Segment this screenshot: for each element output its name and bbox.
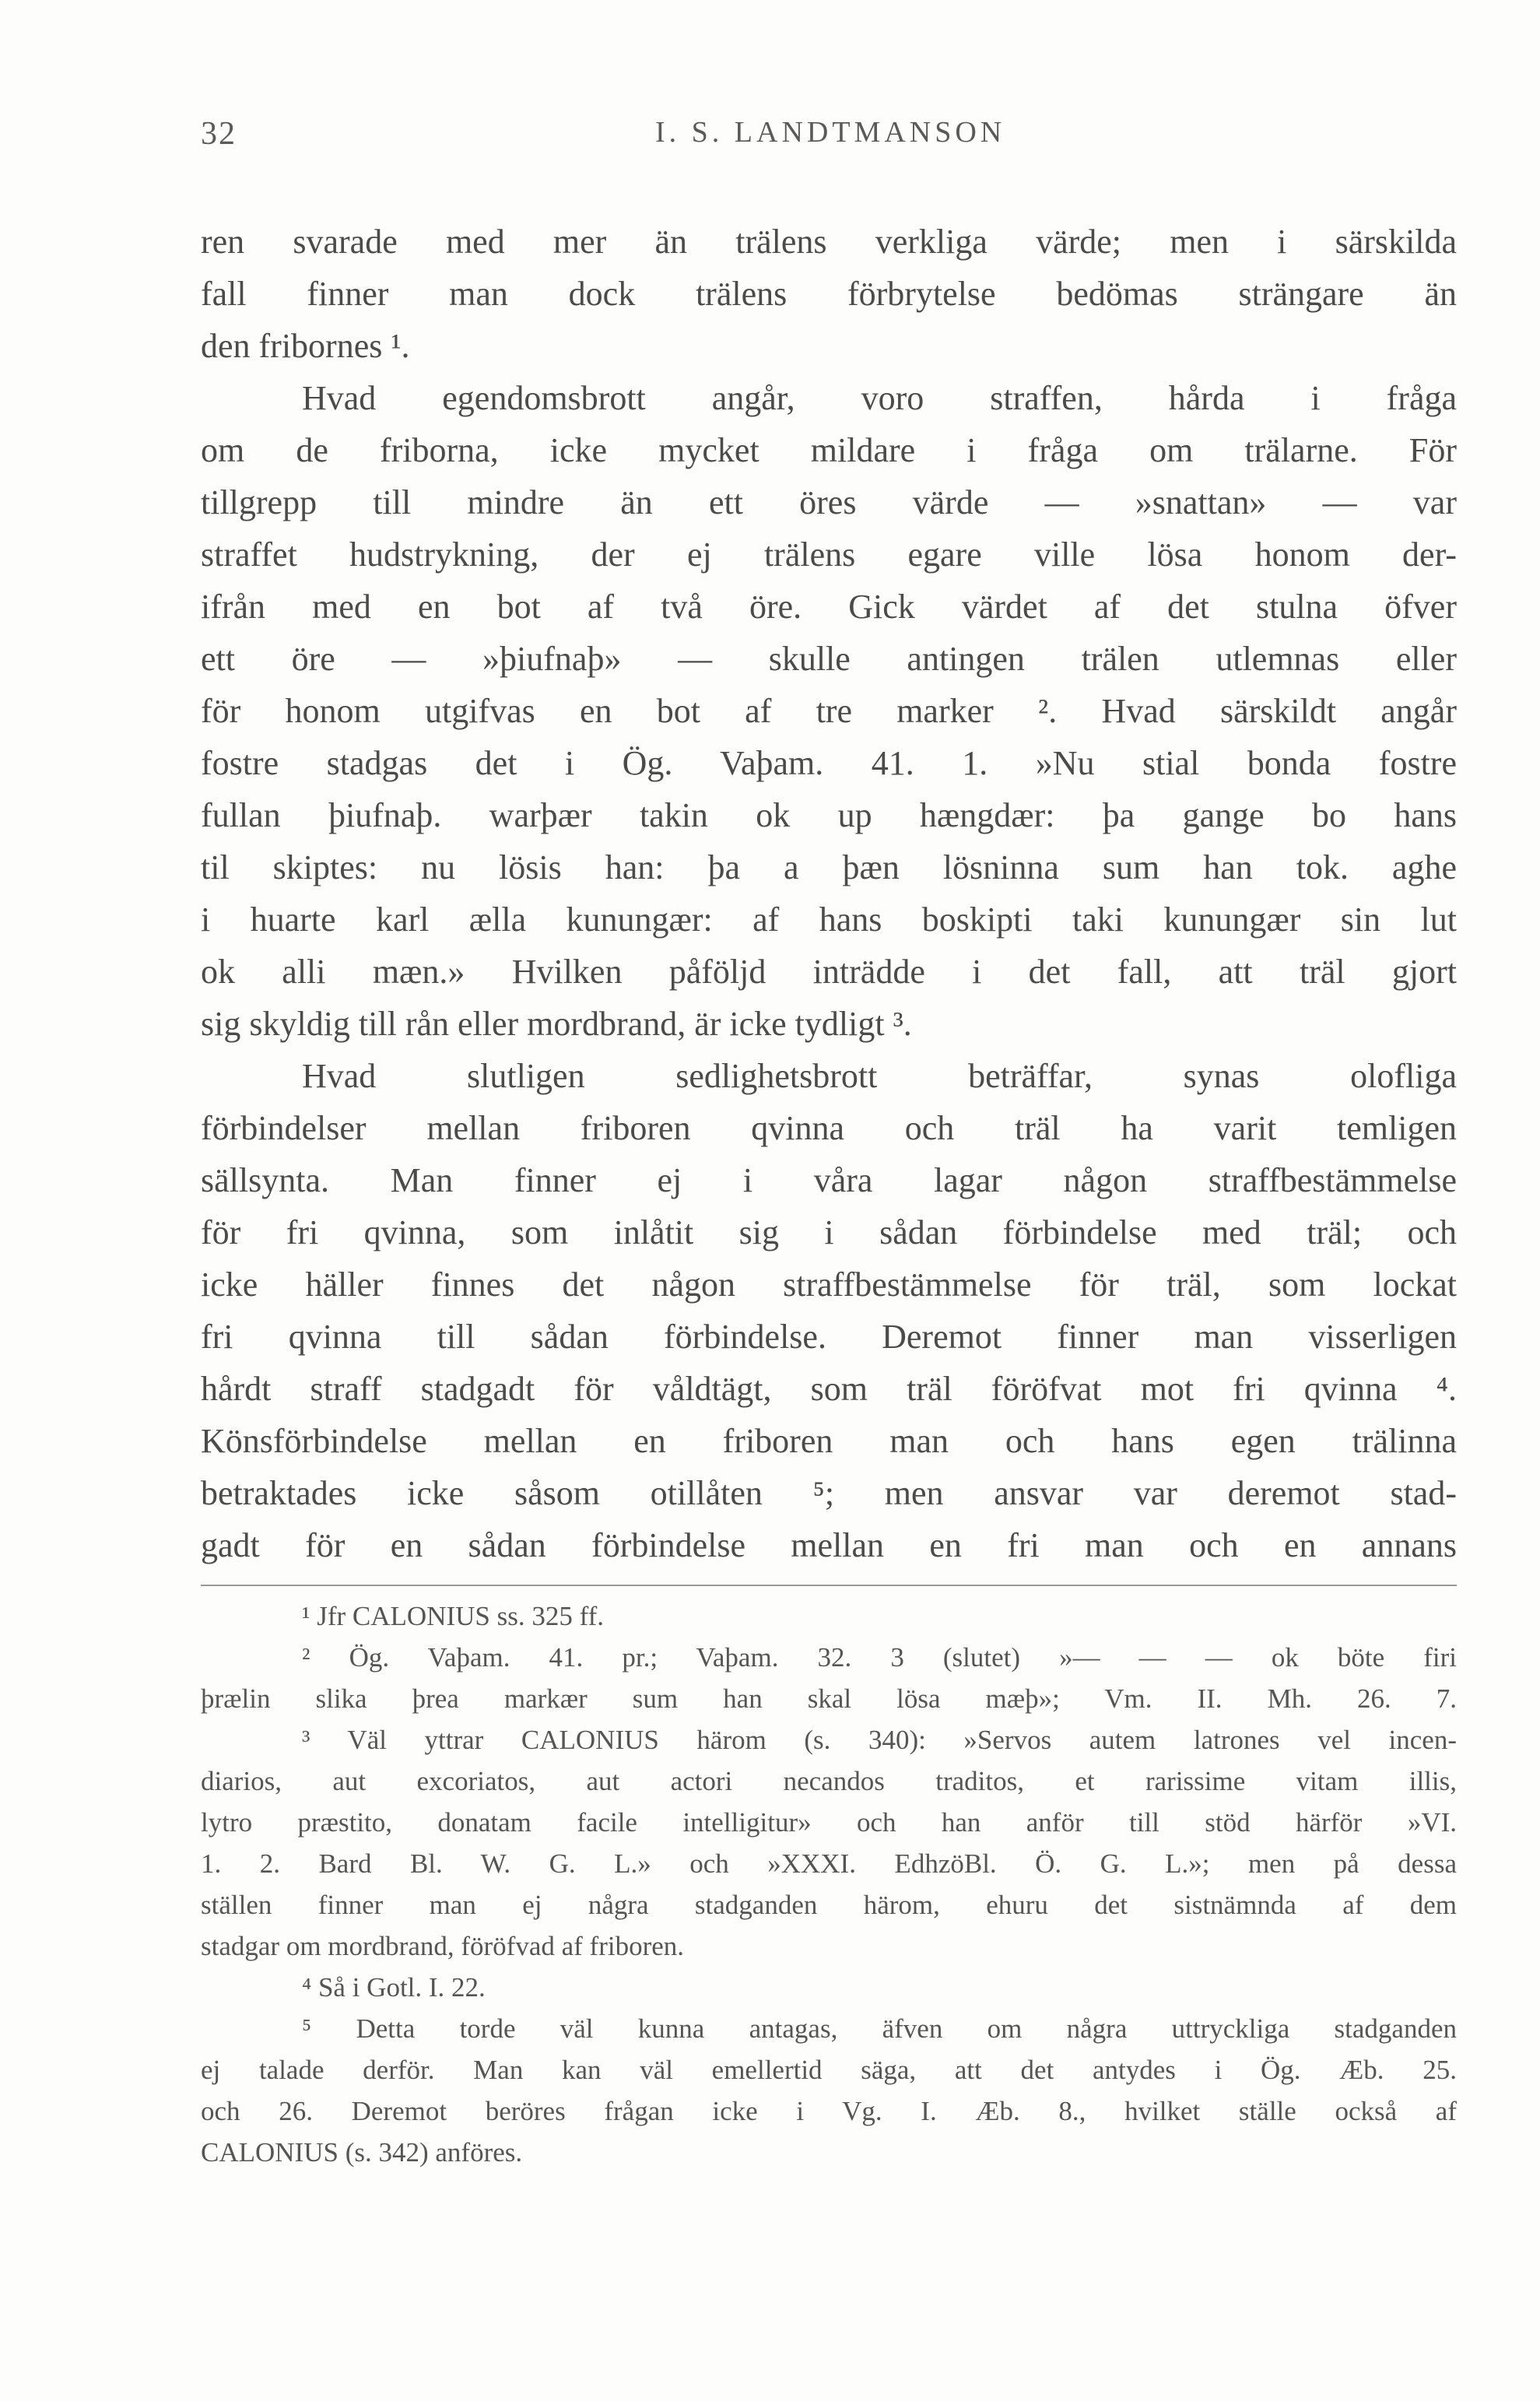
footnote-line: 1. 2. Bard Bl. W. G. L.» och »XXXI. EdhzöBl. Ö. G. L.»; men på dessa — [201, 1848, 1457, 1879]
footnote-line: ³ Väl yttrar CALONIUS härom (s. 340): »Servos autem latrones vel incen- — [302, 1725, 1457, 1755]
body-line: ren svarade med mer än trälens verkliga värde; men i särskilda — [201, 223, 1457, 261]
body-line: fostre stadgas det i Ög. Vaþam. 41. 1. »Nu stial bonda fostre — [201, 744, 1457, 782]
body-line: Hvad slutligen sedlighetsbrott beträffar, synas olofliga — [302, 1057, 1457, 1095]
body-line: ifrån med en bot af två öre. Gick värdet af det stulna öfver — [201, 588, 1457, 626]
page-number: 32 — [201, 116, 237, 152]
body-line: fall finner man dock trälens förbrytelse bedömas strängare än — [201, 275, 1457, 313]
body-line: ok alli mæn.» Hvilken påföljd inträdde i det fall, att träl gjort — [201, 953, 1457, 991]
body-line: gadt för en sådan förbindelse mellan en fri man och en annans — [201, 1526, 1457, 1564]
footnote-line: ¹ Jfr CALONIUS ss. 325 ff. — [302, 1601, 605, 1631]
footnote-line: þrælin slika þrea markær sum han skal lösa mæþ»; Vm. II. Mh. 26. 7. — [201, 1683, 1457, 1714]
footnote-line: ej talade derför. Man kan väl emellertid säga, att det antydes i Ög. Æb. 25. — [201, 2055, 1457, 2085]
page-header — [201, 115, 1457, 162]
body-line: fri qvinna till sådan förbindelse. Deremot finner man visserligen — [201, 1318, 1457, 1356]
footnotes — [201, 1595, 1457, 2173]
footnote-line: ⁵ Detta torde väl kunna antagas, äfven om några uttryckliga stadganden — [302, 2013, 1457, 2044]
body-line: tillgrepp till mindre än ett öres värde — »snattan» — var — [201, 483, 1457, 521]
body-line: förbindelser mellan friboren qvinna och träl ha varit temligen — [201, 1109, 1457, 1147]
footnote-line: stadgar om mordbrand, föröfvad af friboren. — [201, 1931, 685, 1961]
body-line: betraktades icke såsom otillåten ⁵; men ansvar var deremot stad- — [201, 1474, 1457, 1512]
footnote-line: diarios, aut excoriatos, aut actori necandos traditos, et rarissime vitam illis, — [201, 1766, 1457, 1796]
body-line: den fribornes ¹. — [201, 327, 410, 365]
footnote-line: ² Ög. Vaþam. 41. pr.; Vaþam. 32. 3 (slutet) »— — — ok böte firi — [302, 1642, 1457, 1673]
body-line: straffet hudstrykning, der ej trälens egare ville lösa honom der- — [201, 535, 1457, 574]
body-line: Könsförbindelse mellan en friboren man och hans egen trälinna — [201, 1422, 1457, 1460]
body-text — [201, 216, 1457, 1571]
body-line: ett öre — »þiufnaþ» — skulle antingen trälen utlemnas eller — [201, 640, 1457, 678]
footnote-line: ⁴ Så i Gotl. I. 22. — [302, 1972, 486, 2003]
body-line: sig skyldig till rån eller mordbrand, är icke tydligt ³. — [201, 1005, 912, 1043]
body-line: hårdt straff stadgadt för våldtägt, som träl föröfvat mot fri qvinna ⁴. — [201, 1370, 1457, 1408]
body-line: Hvad egendomsbrott angår, voro straffen, hårda i fråga — [302, 379, 1457, 417]
body-line: för honom utgifvas en bot af tre marker ². Hvad särskildt angår — [201, 692, 1457, 730]
body-line: om de friborna, icke mycket mildare i fråga om trälarne. För — [201, 431, 1457, 469]
footnote-line: ställen finner man ej några stadganden härom, ehuru det sistnämnda af dem — [201, 1890, 1457, 1920]
body-line: fullan þiufnaþ. warþær takin ok up hængdær: þa gange bo hans — [201, 796, 1457, 834]
footnote-line: lytro præstito, donatam facile intelligitur» och han anför till stöd härför »VI. — [201, 1807, 1457, 1838]
footnote-line: och 26. Deremot beröres frågan icke i Vg. I. Æb. 8., hvilket ställe också af — [201, 2096, 1457, 2126]
body-line: til skiptes: nu lösis han: þa a þæn lösninna sum han tok. aghe — [201, 848, 1457, 886]
body-line: i huarte karl ælla kunungær: af hans boskipti taki kunungær sin lut — [201, 900, 1457, 939]
running-head: I. S. LANDTMANSON — [655, 116, 1006, 149]
footnote-line: CALONIUS (s. 342) anföres. — [201, 2137, 523, 2168]
footnote-divider — [201, 1585, 1457, 1586]
body-line: icke häller finnes det någon straffbestämmelse för träl, som lockat — [201, 1265, 1457, 1304]
body-line: för fri qvinna, som inlåtit sig i sådan förbindelse med träl; och — [201, 1213, 1457, 1251]
body-line: sällsynta. Man finner ej i våra lagar någon straffbestämmelse — [201, 1161, 1457, 1199]
